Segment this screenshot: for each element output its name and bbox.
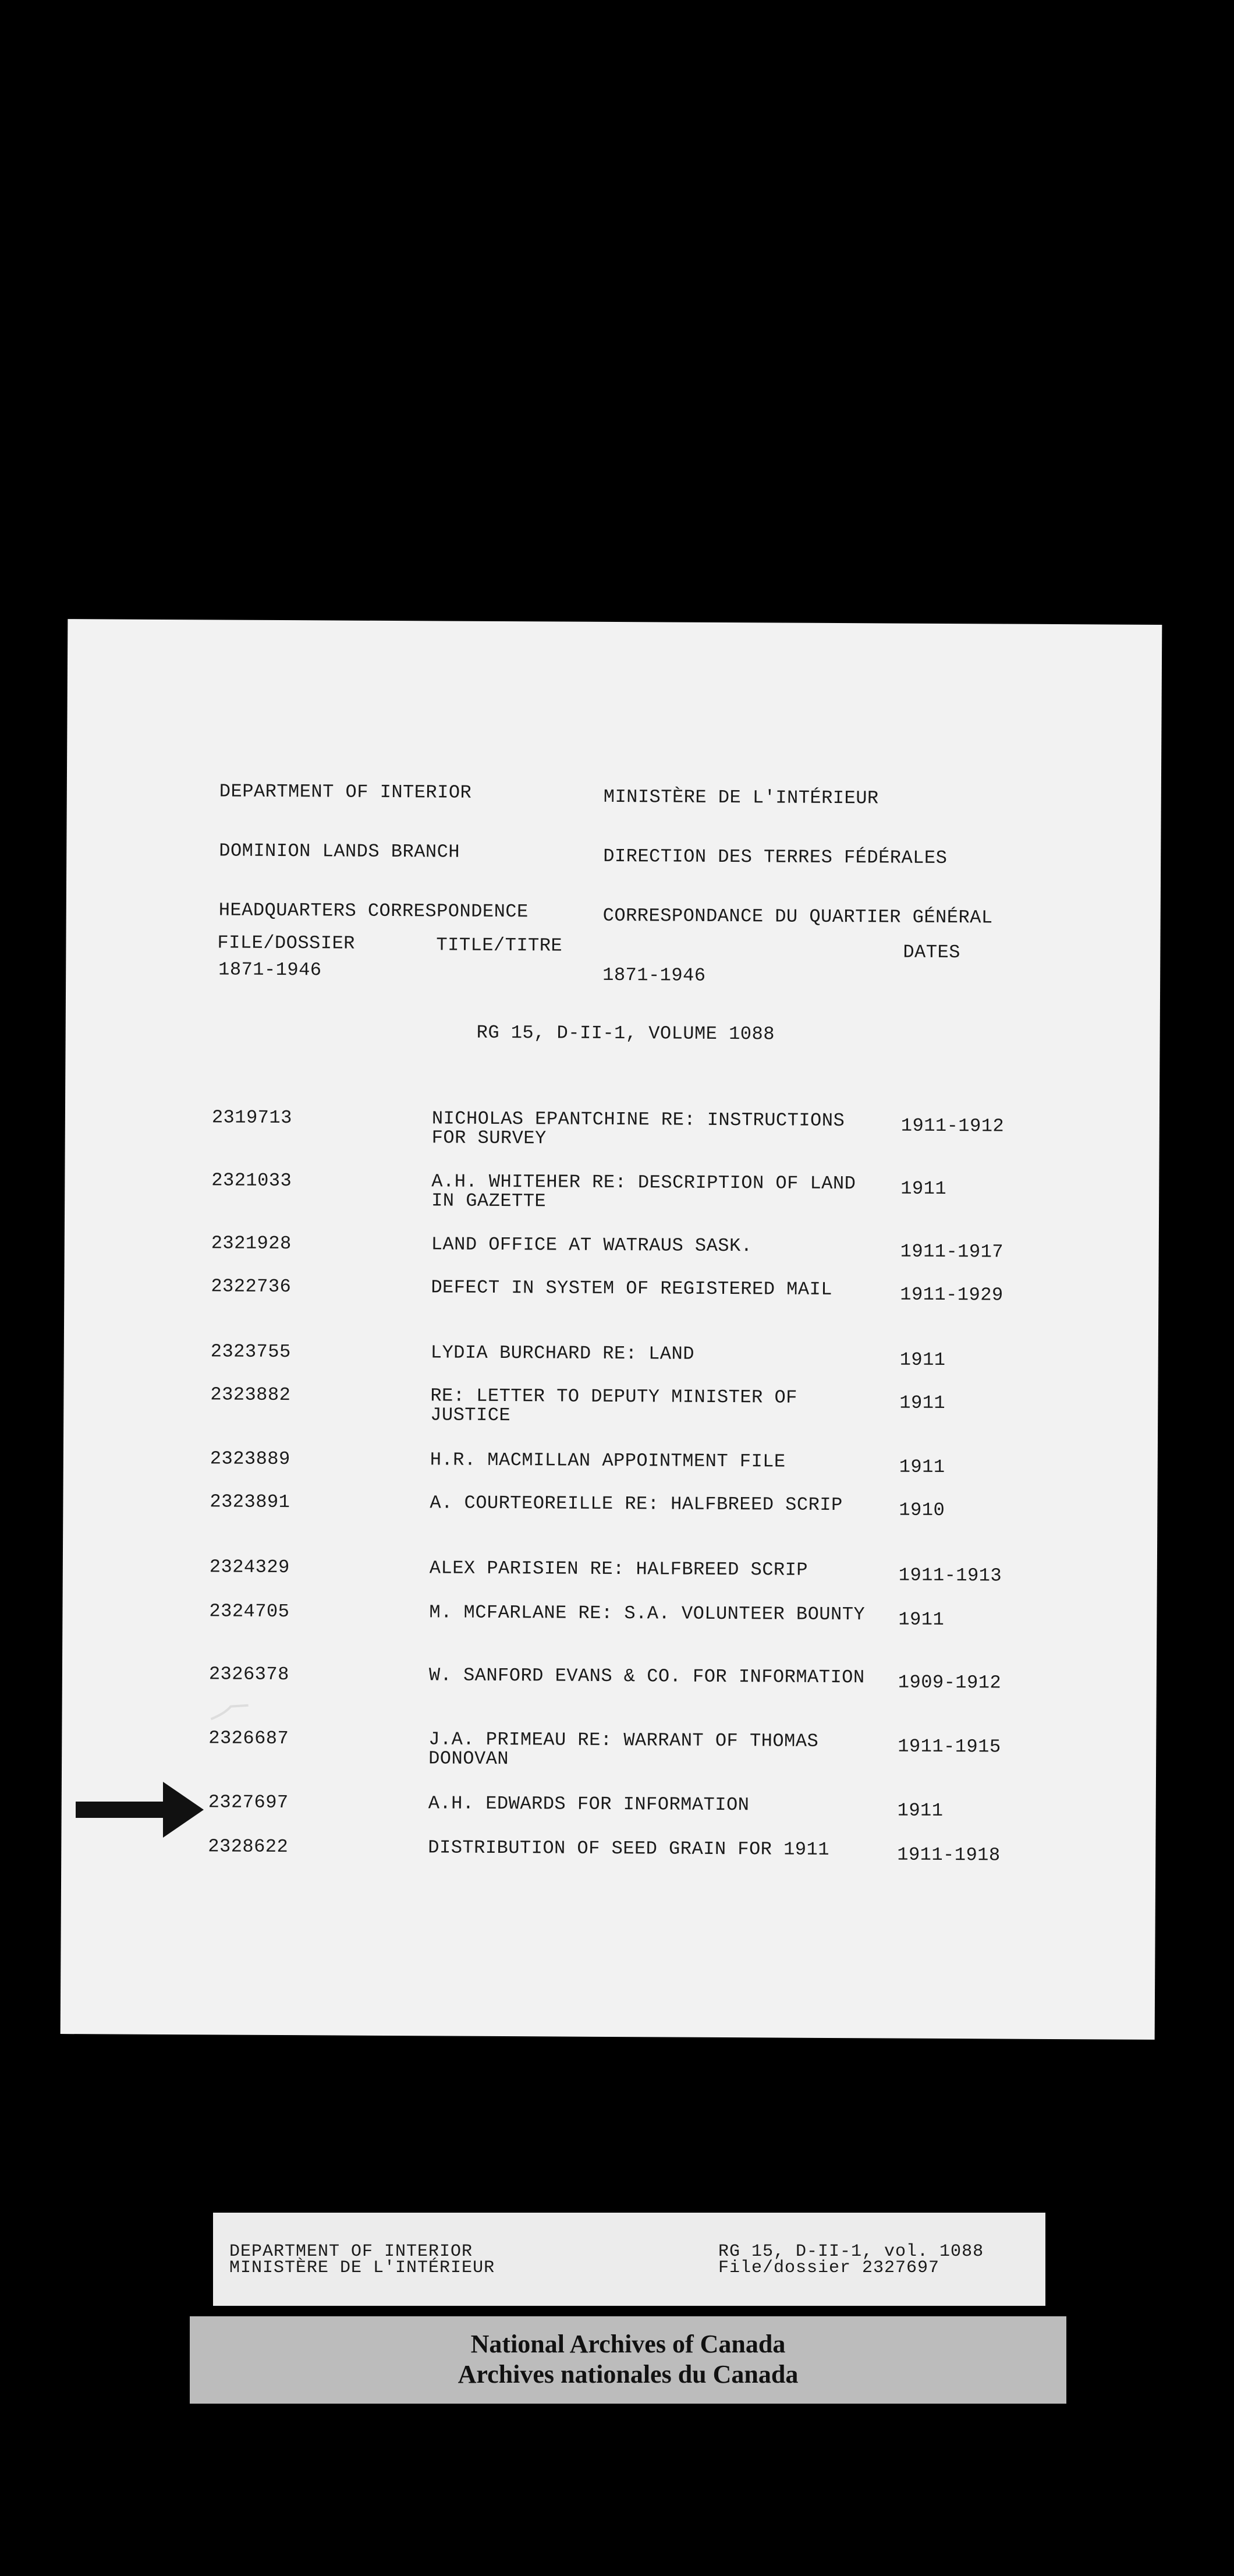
file-dates: 1911-1929 bbox=[900, 1283, 1003, 1306]
table-row bbox=[65, 1106, 1159, 1149]
file-title: H.R. MACMILLAN APPOINTMENT FILE bbox=[430, 1449, 786, 1473]
file-dates: 1910 bbox=[899, 1499, 945, 1521]
label-file-number: File/dossier 2327697 bbox=[718, 2258, 940, 2278]
file-title: DISTRIBUTION OF SEED GRAIN FOR 1911 bbox=[428, 1837, 830, 1860]
file-dates: 1911-1915 bbox=[898, 1735, 1001, 1758]
volume-reference: RG 15, D-II-1, VOLUME 1088 bbox=[476, 1021, 775, 1045]
table-row bbox=[63, 1383, 1158, 1427]
microfilm-label bbox=[213, 2213, 1045, 2306]
file-dates: 1911 bbox=[898, 1608, 945, 1631]
label-volume: RG 15, D-II-1, vol. 1088 bbox=[718, 2242, 984, 2262]
table-row bbox=[62, 1727, 1156, 1770]
file-title: J.A. PRIMEAU RE: WARRANT OF THOMAS DONOVAN bbox=[428, 1728, 819, 1770]
arrow-right-icon bbox=[76, 1782, 204, 1838]
column-header-title: TITLE/TITRE bbox=[436, 934, 563, 957]
file-title: M. MCFARLANE RE: S.A. VOLUNTEER BOUNTY bbox=[429, 1601, 866, 1626]
archives-name-fr: Archives nationales du Canada bbox=[458, 2360, 799, 2389]
header-line: DEPARTMENT OF INTERIOR bbox=[219, 780, 472, 804]
file-number: 2319713 bbox=[211, 1106, 292, 1129]
file-title: ALEX PARISIEN RE: HALFBREED SCRIP bbox=[429, 1557, 809, 1581]
file-title: A.H. WHITEHER RE: DESCRIPTION OF LAND IN GAZETTE bbox=[431, 1170, 856, 1212]
table-row bbox=[63, 1491, 1158, 1521]
file-title: LAND OFFICE AT WATRAUS SASK. bbox=[431, 1233, 753, 1257]
column-header-dates: DATES bbox=[903, 941, 961, 964]
file-title: DEFECT IN SYSTEM OF REGISTERED MAIL bbox=[431, 1276, 833, 1300]
file-title: RE: LETTER TO DEPUTY MINISTER OF JUSTICE bbox=[430, 1385, 797, 1427]
file-number: 2324329 bbox=[209, 1556, 290, 1579]
file-number: 2322736 bbox=[211, 1275, 292, 1298]
file-dates: 1911-1912 bbox=[900, 1114, 1005, 1137]
file-title: A.H. EDWARDS FOR INFORMATION bbox=[428, 1792, 750, 1816]
table-row-highlighted bbox=[62, 1791, 1156, 1821]
table-row bbox=[62, 1663, 1157, 1694]
file-dates: 1911-1917 bbox=[900, 1240, 1004, 1263]
column-header-file: FILE/DOSSIER bbox=[217, 932, 355, 954]
header-french bbox=[602, 749, 994, 1027]
file-dates: 1911 bbox=[899, 1349, 946, 1371]
file-number: 2321928 bbox=[211, 1232, 292, 1255]
file-title: W. SANFORD EVANS & CO. FOR INFORMATION bbox=[428, 1664, 865, 1689]
label-department-en: DEPARTMENT OF INTERIOR bbox=[229, 2242, 473, 2262]
file-number: 2326378 bbox=[208, 1663, 289, 1686]
stray-mark bbox=[207, 1701, 254, 1722]
archives-name-en: National Archives of Canada bbox=[470, 2330, 786, 2358]
table-row bbox=[63, 1600, 1157, 1631]
table-row bbox=[63, 1448, 1158, 1478]
document-sheet bbox=[61, 619, 1162, 2040]
label-department-fr: MINISTÈRE DE L'INTÉRIEUR bbox=[229, 2258, 495, 2278]
file-number: 2323889 bbox=[210, 1448, 290, 1470]
table-row bbox=[64, 1275, 1158, 1306]
file-dates: 1911 bbox=[899, 1456, 945, 1478]
file-number: 2323882 bbox=[210, 1383, 291, 1406]
table-row bbox=[65, 1169, 1159, 1212]
table-row bbox=[65, 1232, 1159, 1263]
file-title: NICHOLAS EPANTCHINE RE: INSTRUCTIONS FOR SURVEY bbox=[431, 1107, 845, 1149]
table-row bbox=[61, 1835, 1155, 1866]
header-line: DIRECTION DES TERRES FÉDÉRALES bbox=[603, 845, 948, 869]
file-dates: 1911 bbox=[900, 1177, 947, 1200]
file-dates: 1911-1913 bbox=[898, 1564, 1002, 1587]
header-line: 1871-1946 bbox=[602, 964, 706, 986]
header-line: 1871-1946 bbox=[218, 958, 322, 981]
file-number: 2327697 bbox=[208, 1791, 289, 1814]
header-line: CORRESPONDANCE DU QUARTIER GÉNÉRAL bbox=[602, 904, 993, 929]
file-number: 2323891 bbox=[210, 1491, 290, 1513]
header-line: MINISTÈRE DE L'INTÉRIEUR bbox=[603, 785, 879, 809]
file-number: 2326687 bbox=[208, 1727, 289, 1750]
file-dates: 1911 bbox=[897, 1799, 944, 1821]
file-dates: 1911 bbox=[899, 1392, 946, 1414]
header-line: HEADQUARTERS CORRESPONDENCE bbox=[218, 899, 529, 923]
header-english bbox=[218, 743, 529, 1021]
file-dates: 1911-1918 bbox=[897, 1843, 1001, 1866]
file-dates: 1909-1912 bbox=[898, 1671, 1002, 1694]
file-title: LYDIA BURCHARD RE: LAND bbox=[430, 1342, 695, 1365]
table-row bbox=[64, 1340, 1158, 1371]
file-number: 2328622 bbox=[208, 1835, 289, 1858]
header-line: DOMINION LANDS BRANCH bbox=[219, 840, 460, 863]
file-number: 2323755 bbox=[210, 1340, 291, 1363]
archives-banner bbox=[190, 2316, 1066, 2404]
file-number: 2321033 bbox=[211, 1169, 292, 1192]
file-title: A. COURTEOREILLE RE: HALFBREED SCRIP bbox=[430, 1492, 843, 1516]
table-row bbox=[63, 1556, 1157, 1587]
file-number: 2324705 bbox=[209, 1600, 290, 1623]
